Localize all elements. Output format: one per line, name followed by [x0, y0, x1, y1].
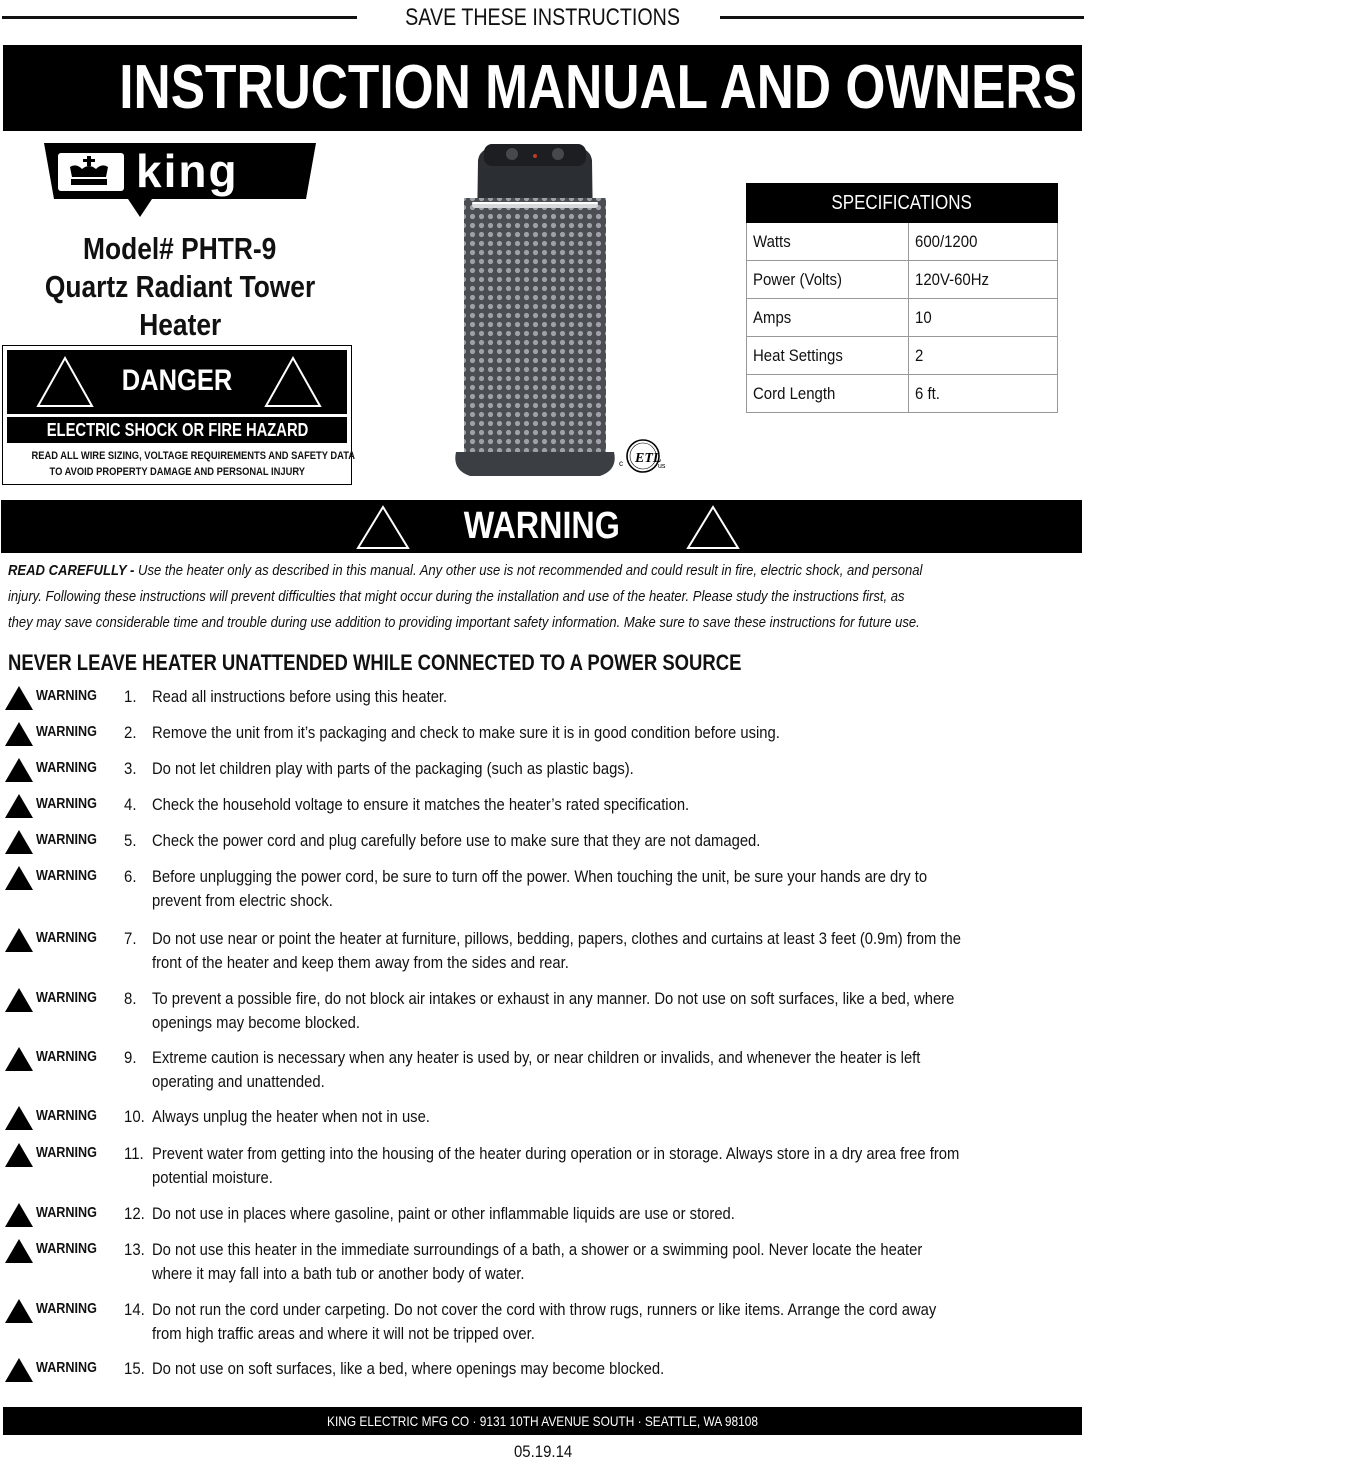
specifications-table [746, 183, 1058, 413]
warning-item-number: 2. [124, 723, 137, 742]
spec-label: Watts [753, 231, 791, 251]
warning-item-label: WARNING [36, 759, 97, 776]
warning-item-text [152, 1357, 1074, 1381]
etl-c: c [619, 459, 623, 468]
warning-item-number: 4. [124, 795, 137, 814]
warning-item-line1: Do not run the cord under carpeting. Do not cover the cord with throw rugs, runners or like items. Arrange the cord away [152, 1300, 937, 1319]
warning-item-number: 13. [124, 1240, 145, 1259]
warning-item-label: WARNING [36, 723, 97, 740]
warning-triangle-icon [4, 757, 34, 783]
warning-item-label: WARNING [36, 1240, 97, 1257]
warning-item-line2: where it may fall into a bath tub or another body of water. [152, 1264, 525, 1283]
warning-triangle-icon [4, 685, 34, 711]
intro-line1: Use the heater only as described in this manual. Any other use is not recommended and could result in fire, electric shock, and personal [134, 562, 923, 579]
etl-certification-mark [617, 432, 669, 476]
warning-item-label: WARNING [36, 1300, 97, 1317]
read-carefully-paragraph [8, 558, 965, 636]
warning-item-line1: Do not use this heater in the immediate surroundings of a bath, a shower or a swimming pool. Never locate the heater [152, 1240, 923, 1259]
warning-item-text [152, 1202, 1074, 1226]
spec-row [747, 223, 1058, 261]
manual-title-bar [3, 45, 1255, 131]
never-leave-text: NEVER LEAVE HEATER UNATTENDED WHILE CONNECTED TO A POWER SOURCE [8, 650, 742, 675]
warning-item-line2: prevent from electric shock. [152, 891, 333, 910]
product-name-line1: Quartz Radiant Tower [44, 269, 316, 304]
warning-item-number: 6. [124, 867, 137, 886]
warning-item-number: 8. [124, 989, 137, 1008]
spec-value: 10 [915, 307, 932, 327]
warning-item-text [152, 757, 1074, 781]
warning-item-label: WARNING [36, 1359, 97, 1376]
warning-item-line1: Check the power cord and plug carefully before use to make sure that they are not damaged. [152, 831, 761, 850]
warning-item-line2: operating and unattended. [152, 1072, 325, 1091]
warning-item-label: WARNING [36, 1048, 97, 1065]
warning-item-text [152, 793, 1074, 817]
warning-item-number: 1. [124, 687, 137, 706]
warning-item-number: 10. [124, 1107, 145, 1126]
etl-text: ETL [635, 451, 662, 466]
product-name-line2: Heater [138, 307, 222, 342]
warning-item-number: 5. [124, 831, 137, 850]
warning-item-line2: openings may become blocked. [152, 1013, 361, 1032]
warning-triangle-icon [4, 721, 34, 747]
warning-triangle-icon [4, 1298, 34, 1324]
warning-item-line1: Do not use on soft surfaces, like a bed, where openings may become blocked. [152, 1359, 665, 1378]
warning-triangle-icon [685, 504, 741, 550]
warning-item-line2: potential moisture. [152, 1168, 273, 1187]
warning-item-line1: Do not let children play with parts of the packaging (such as plastic bags). [152, 759, 634, 778]
warning-triangle-icon [4, 793, 34, 819]
intro-line3: they may save considerable time and trouble during use addition to providing important safety information. Make sure to save these instructions for future use. [8, 614, 920, 631]
danger-text-line2: TO AVOID PROPERTY DAMAGE AND PERSONAL INJURY [49, 466, 305, 478]
spec-label: Power (Volts) [753, 269, 842, 289]
hazard-label: ELECTRIC SHOCK OR FIRE HAZARD [46, 420, 308, 440]
product-title [0, 230, 360, 344]
warning-triangle-icon [4, 1357, 34, 1383]
warning-item-line1: Remove the unit from it’s packaging and check to make sure it is in good condition before using. [152, 723, 780, 742]
danger-title: DANGER [121, 364, 233, 397]
warning-triangle-icon [4, 1238, 34, 1264]
warning-item-line1: Read all instructions before using this heater. [152, 687, 448, 706]
warning-item-number: 15. [124, 1359, 145, 1378]
warning-triangle-icon [4, 1105, 34, 1131]
warning-item-number: 11. [124, 1144, 144, 1163]
warning-item-number: 7. [124, 929, 137, 948]
read-carefully-lead: READ CAREFULLY - [8, 562, 135, 579]
danger-text-line1: READ ALL WIRE SIZING, VOLTAGE REQUIREMENTS AND SAFETY DATA [31, 450, 355, 462]
spec-label: Heat Settings [753, 345, 843, 365]
warning-item-label: WARNING [36, 795, 97, 812]
warning-item-line1: Always unplug the heater when not in use. [152, 1107, 430, 1126]
danger-box [2, 345, 355, 485]
warning-item-number: 12. [124, 1204, 145, 1223]
warning-item-line1: To prevent a possible fire, do not block air intakes or exhaust in any manner. Do not use on soft surfaces, like a bed, where [152, 989, 955, 1008]
king-logo [40, 141, 320, 219]
warning-item-text [152, 685, 1074, 709]
spec-value: 6 ft. [915, 383, 940, 403]
company-address: KING ELECTRIC MFG CO · 9131 10TH AVENUE SOUTH · SEATTLE, WA 98108 [327, 1413, 758, 1429]
warning-triangle-icon [4, 1142, 34, 1168]
warning-item-label: WARNING [36, 831, 97, 848]
spec-value: 120V-60Hz [915, 269, 990, 289]
warning-triangle-icon [355, 504, 411, 550]
footer-bar [3, 1407, 1082, 1435]
warning-item-text [152, 1046, 1074, 1094]
warning-item-line1: Do not use in places where gasoline, paint or other inflammable liquids are use or stored. [152, 1204, 735, 1223]
warning-item-text [152, 1142, 1074, 1190]
manual-title: INSTRUCTION MANUAL AND OWNERS GUIDE [119, 53, 1255, 122]
warning-item-line2: front of the heater and keep them away from the sides and rear. [152, 953, 569, 972]
heater-image [450, 140, 620, 480]
spec-label: Cord Length [753, 383, 836, 403]
warning-item-number: 9. [124, 1048, 137, 1067]
warning-item-text [152, 865, 1074, 913]
model-number: Model# PHTR-9 [83, 231, 277, 266]
warning-item-label: WARNING [36, 1107, 97, 1124]
warning-item-text [152, 721, 1074, 745]
intro-line2: injury. Following these instructions will prevent difficulties that might occur during the installation and use of the heater. Please study the instructions first, as [8, 588, 905, 605]
warning-item-label: WARNING [36, 687, 97, 704]
warning-item-line2: from high traffic areas and where it will not be tripped over. [152, 1324, 535, 1343]
spec-label: Amps [753, 307, 792, 327]
warning-item-line1: Extreme caution is necessary when any heater is used by, or near children or invalids, and whenever the heater is left [152, 1048, 921, 1067]
warning-triangle-icon [4, 987, 34, 1013]
etl-us: us [658, 463, 666, 470]
warning-item-line1: Prevent water from getting into the housing of the heater during operation or in storage. Always store in a dry area free from [152, 1144, 960, 1163]
warning-item-line1: Check the household voltage to ensure it matches the heater’s rated specification. [152, 795, 690, 814]
warning-item-text [152, 829, 1074, 853]
warning-title: WARNING [463, 505, 620, 547]
document-date: 05.19.14 [513, 1442, 573, 1461]
spec-value: 600/1200 [915, 231, 978, 251]
specifications-header [747, 184, 1058, 223]
spec-value: 2 [915, 345, 924, 365]
warning-triangle-icon [4, 1202, 34, 1228]
logo-wordmark: king [136, 145, 239, 197]
warning-triangle-icon [4, 865, 34, 891]
warning-item-label: WARNING [36, 929, 97, 946]
warning-item-number: 14. [124, 1300, 145, 1319]
warning-item-label: WARNING [36, 1144, 97, 1161]
spec-row [747, 261, 1058, 299]
danger-header [7, 350, 347, 414]
warning-header-bar [1, 500, 1082, 553]
warning-item-line1: Before unplugging the power cord, be sure to turn off the power. When touching the unit, be sure your hands are dry to [152, 867, 928, 886]
warning-item-text [152, 1105, 1074, 1129]
warning-item-text [152, 1238, 1074, 1286]
warning-item-label: WARNING [36, 867, 97, 884]
warning-item-label: WARNING [36, 989, 97, 1006]
warning-triangle-icon [4, 1046, 34, 1072]
spec-row [747, 337, 1058, 375]
save-instructions-row [0, 0, 1086, 36]
warning-item-text [152, 987, 1074, 1035]
warning-item-line1: Do not use near or point the heater at furniture, pillows, bedding, papers, clothes and curtains at least 3 feet (0.9m) from the [152, 929, 961, 948]
warning-triangle-icon [4, 927, 34, 953]
never-leave-heading [8, 650, 881, 676]
save-instructions-text: SAVE THESE INSTRUCTIONS [405, 4, 681, 31]
spec-row [747, 375, 1058, 413]
warning-item-text [152, 1298, 1074, 1346]
warning-item-label: WARNING [36, 1204, 97, 1221]
warning-item-number: 3. [124, 759, 137, 778]
warning-triangle-icon [4, 829, 34, 855]
specifications-title: SPECIFICATIONS [831, 191, 973, 214]
spec-row [747, 299, 1058, 337]
warning-item-text [152, 927, 1074, 975]
